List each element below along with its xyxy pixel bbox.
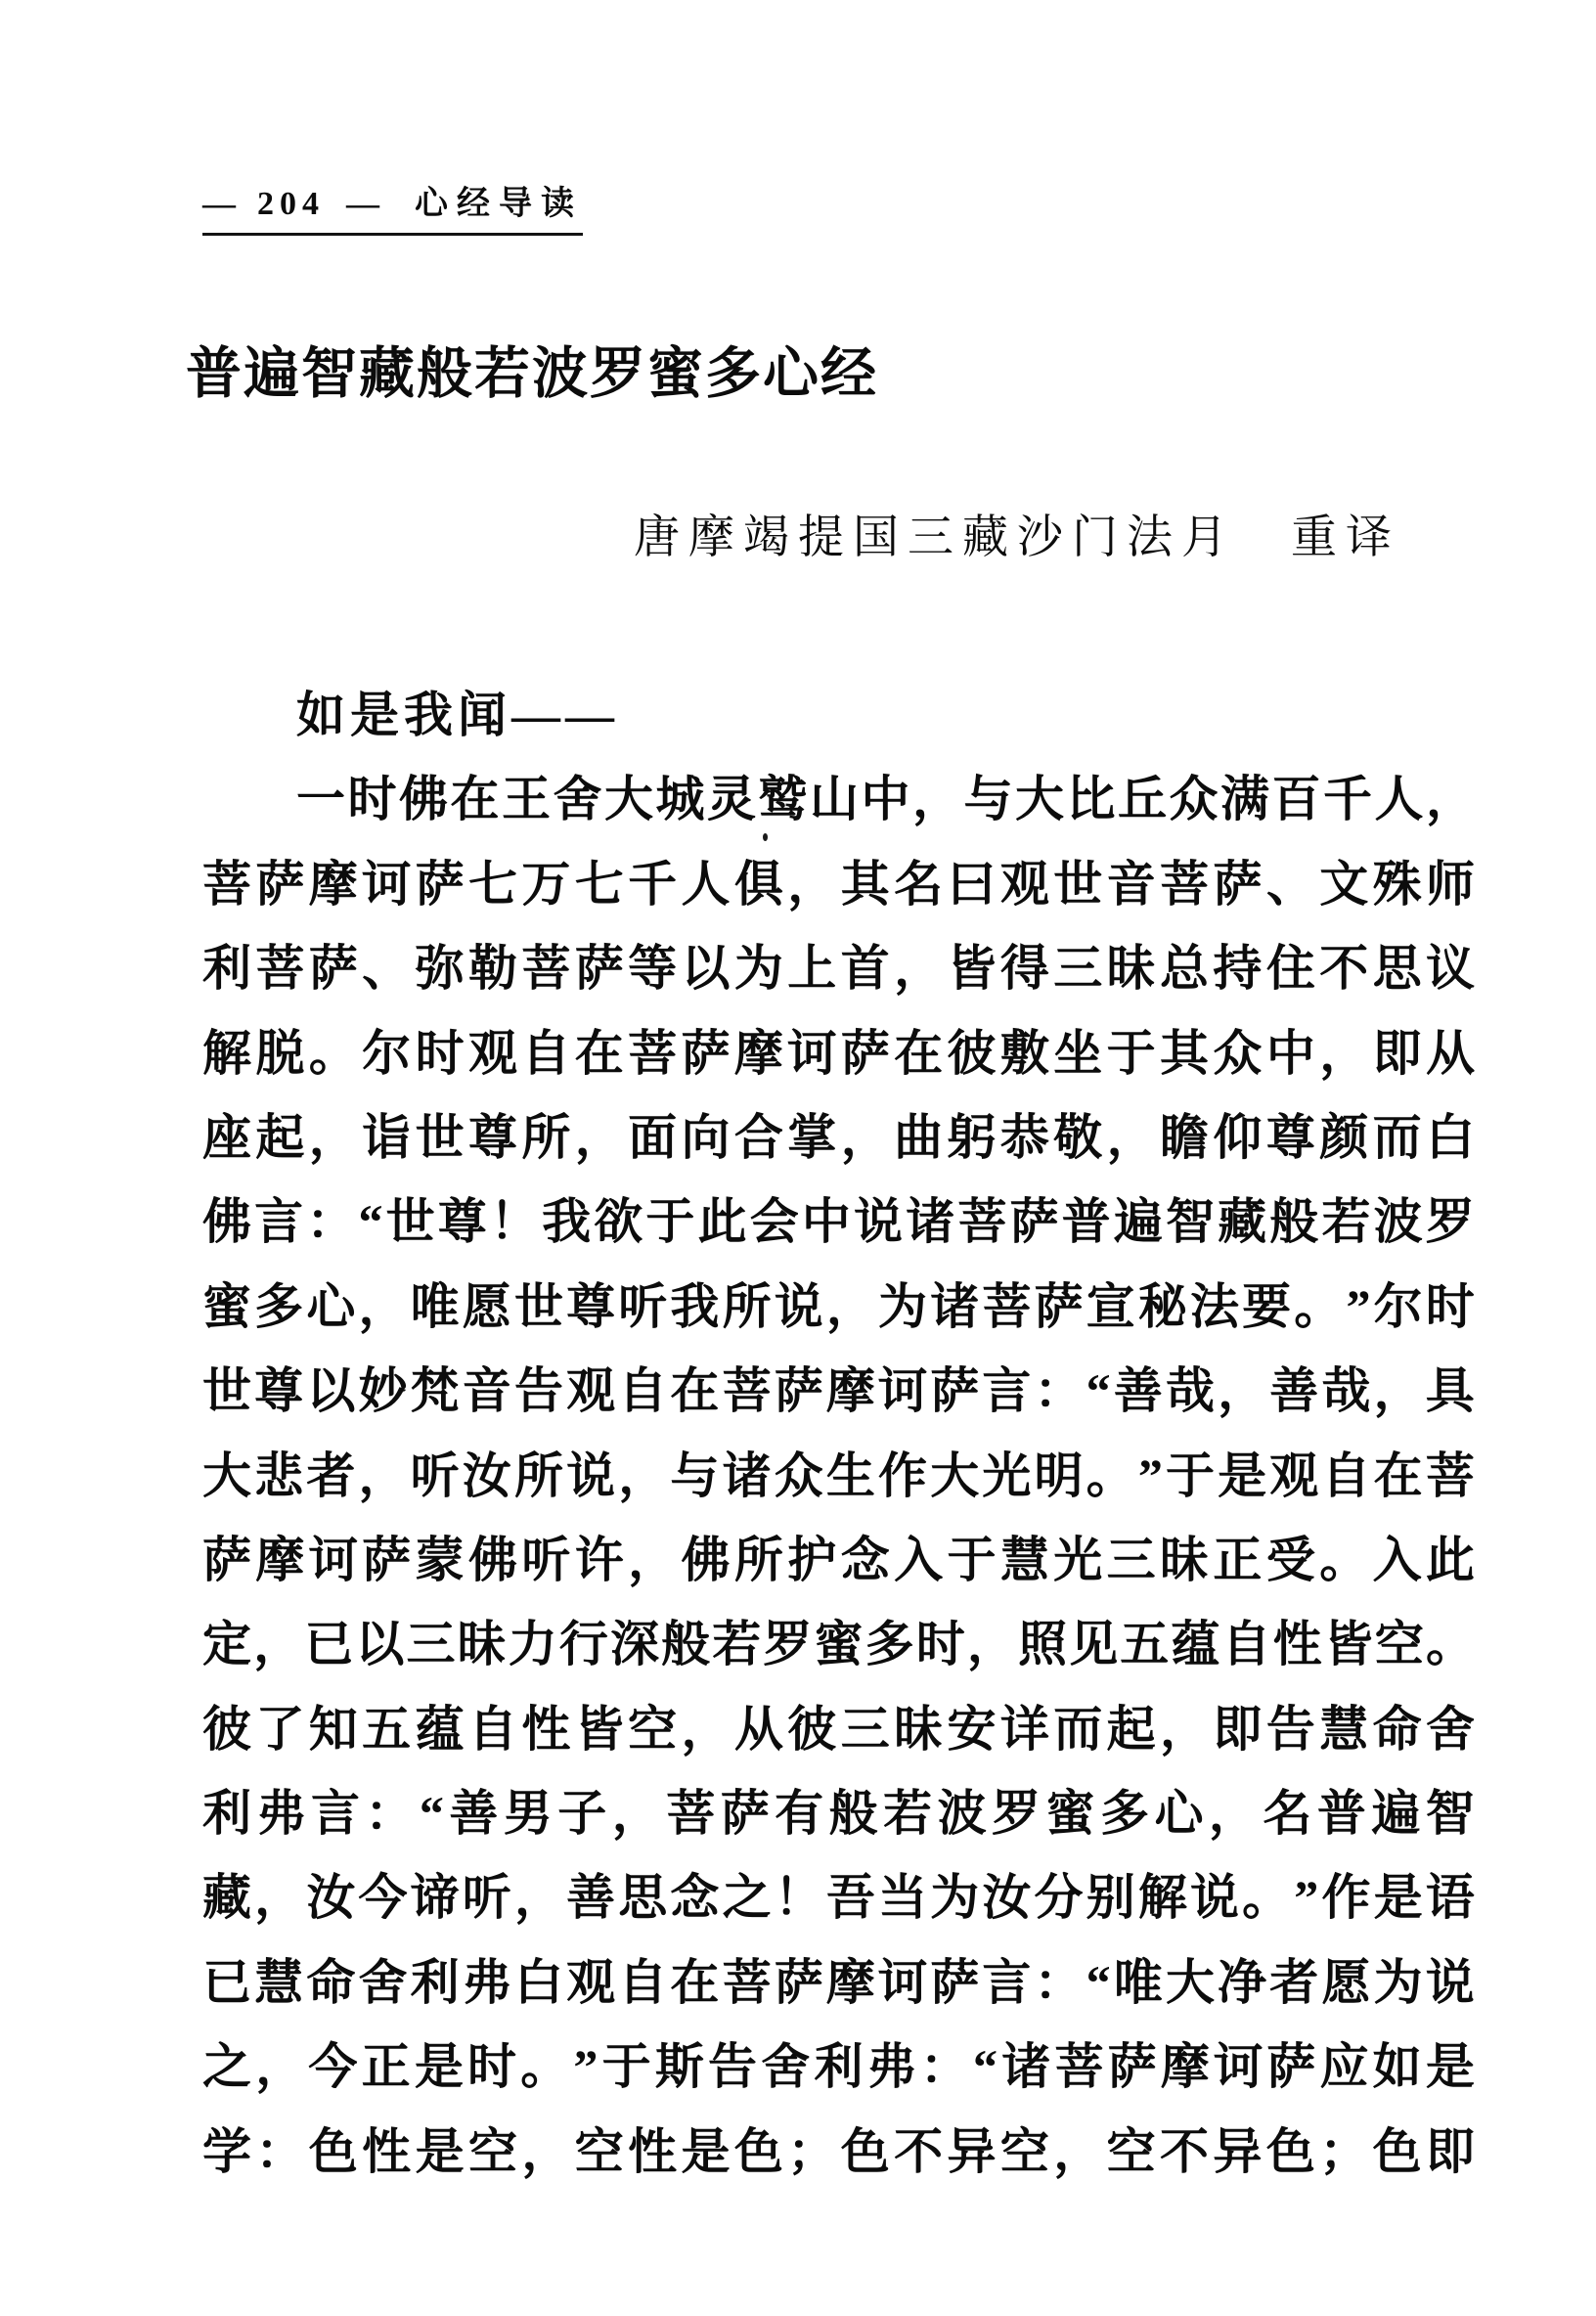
- sutra-text: [202, 685, 1475, 2205]
- body-line: 已 慧 命 舍 利 弗 白 观 自 在 菩 萨 摩 诃 萨 言 ： “ 唯 大 净 者 愿 为 说: [202, 1954, 1475, 2010]
- body-line: 利 弗 言 ： “ 善 男 子 ， 菩 萨 有 般 若 波 罗 蜜 多 心 ， 名 普 遍 智: [202, 1786, 1475, 1842]
- body-line: 一 时 佛 在 王 舍 大 城 灵 鹫 山 中 ， 与 大 比 丘 众 满 百 千 人 ，: [296, 772, 1475, 827]
- body-line: 座 起 ， 诣 世 尊 所 ， 面 向 合 掌 ， 曲 躬 恭 敬 ， 瞻 仰 尊 颜 而 白: [202, 1109, 1475, 1165]
- body-line: 定 ， 已 以 三 昧 力 行 深 般 若 罗 蜜 多 时 ， 照 见 五 蕴 自 性 皆 空 。: [202, 1617, 1475, 1672]
- body-line: 佛 言 ： “ 世 尊 ！ 我 欲 于 此 会 中 说 诸 菩 萨 普 遍 智 藏 般 若 波 罗: [202, 1194, 1475, 1250]
- body-line: 萨 摩 诃 萨 蒙 佛 听 许 ， 佛 所 护 念 入 于 慧 光 三 昧 正 受 。 入 此: [202, 1532, 1475, 1587]
- ink-dot-artifact: [763, 833, 768, 841]
- body-line: 藏 ， 汝 今 谛 听 ， 善 思 念 之 ！ 吾 当 为 汝 分 别 解 说 。 ” 作 是 语: [202, 1870, 1475, 1926]
- body-line: 蜜 多 心 ， 唯 愿 世 尊 听 我 所 说 ， 为 诸 菩 萨 宣 秘 法 要 。 ” 尔 时: [202, 1278, 1475, 1334]
- body-line: 大 悲 者 ， 听 汝 所 说 ， 与 诸 众 生 作 大 光 明 。 ” 于 是 观 自 在 菩: [202, 1448, 1475, 1503]
- body-line: 之 ， 今 正 是 时 。 ” 于 斯 告 舍 利 弗 ： “ 诸 菩 萨 摩 诃 萨 应 如 是: [202, 2039, 1475, 2095]
- page-number: 204: [257, 186, 325, 222]
- chapter-title: 普遍智藏般若波罗蜜多心经: [186, 343, 878, 405]
- header-left-dash: —: [202, 186, 236, 222]
- body-line: 解 脱 。 尔 时 观 自 在 菩 萨 摩 诃 萨 在 彼 敷 坐 于 其 众 中 ， 即 从: [202, 1025, 1475, 1081]
- body-line: 菩 萨 摩 诃 萨 七 万 七 千 人 俱 ， 其 名 曰 观 世 音 菩 萨 、 文 殊 师: [202, 856, 1475, 912]
- body-line: 学 ： 色 性 是 空 ， 空 性 是 色 ； 色 不 异 空 ， 空 不 异 色 ； 色 即: [202, 2123, 1475, 2179]
- book-title: 心经导读: [415, 186, 583, 222]
- running-header: [202, 176, 583, 236]
- body-line: 彼 了 知 五 蕴 自 性 皆 空 ， 从 彼 三 昧 安 详 而 起 ， 即 告 慧 命 舍: [202, 1701, 1475, 1757]
- translator-attribution: 唐摩竭提国三藏沙门法月 重译: [634, 512, 1400, 563]
- body-line: 如是我闻——: [296, 688, 619, 742]
- header-right-dash: —: [346, 186, 379, 222]
- body-line: 世 尊 以 妙 梵 音 告 观 自 在 菩 萨 摩 诃 萨 言 ： “ 善 哉 ， 善 哉 ， 具: [202, 1363, 1475, 1419]
- body-line: 利 菩 萨 、 弥 勒 菩 萨 等 以 为 上 首 ， 皆 得 三 昧 总 持 住 不 思 议: [202, 941, 1475, 997]
